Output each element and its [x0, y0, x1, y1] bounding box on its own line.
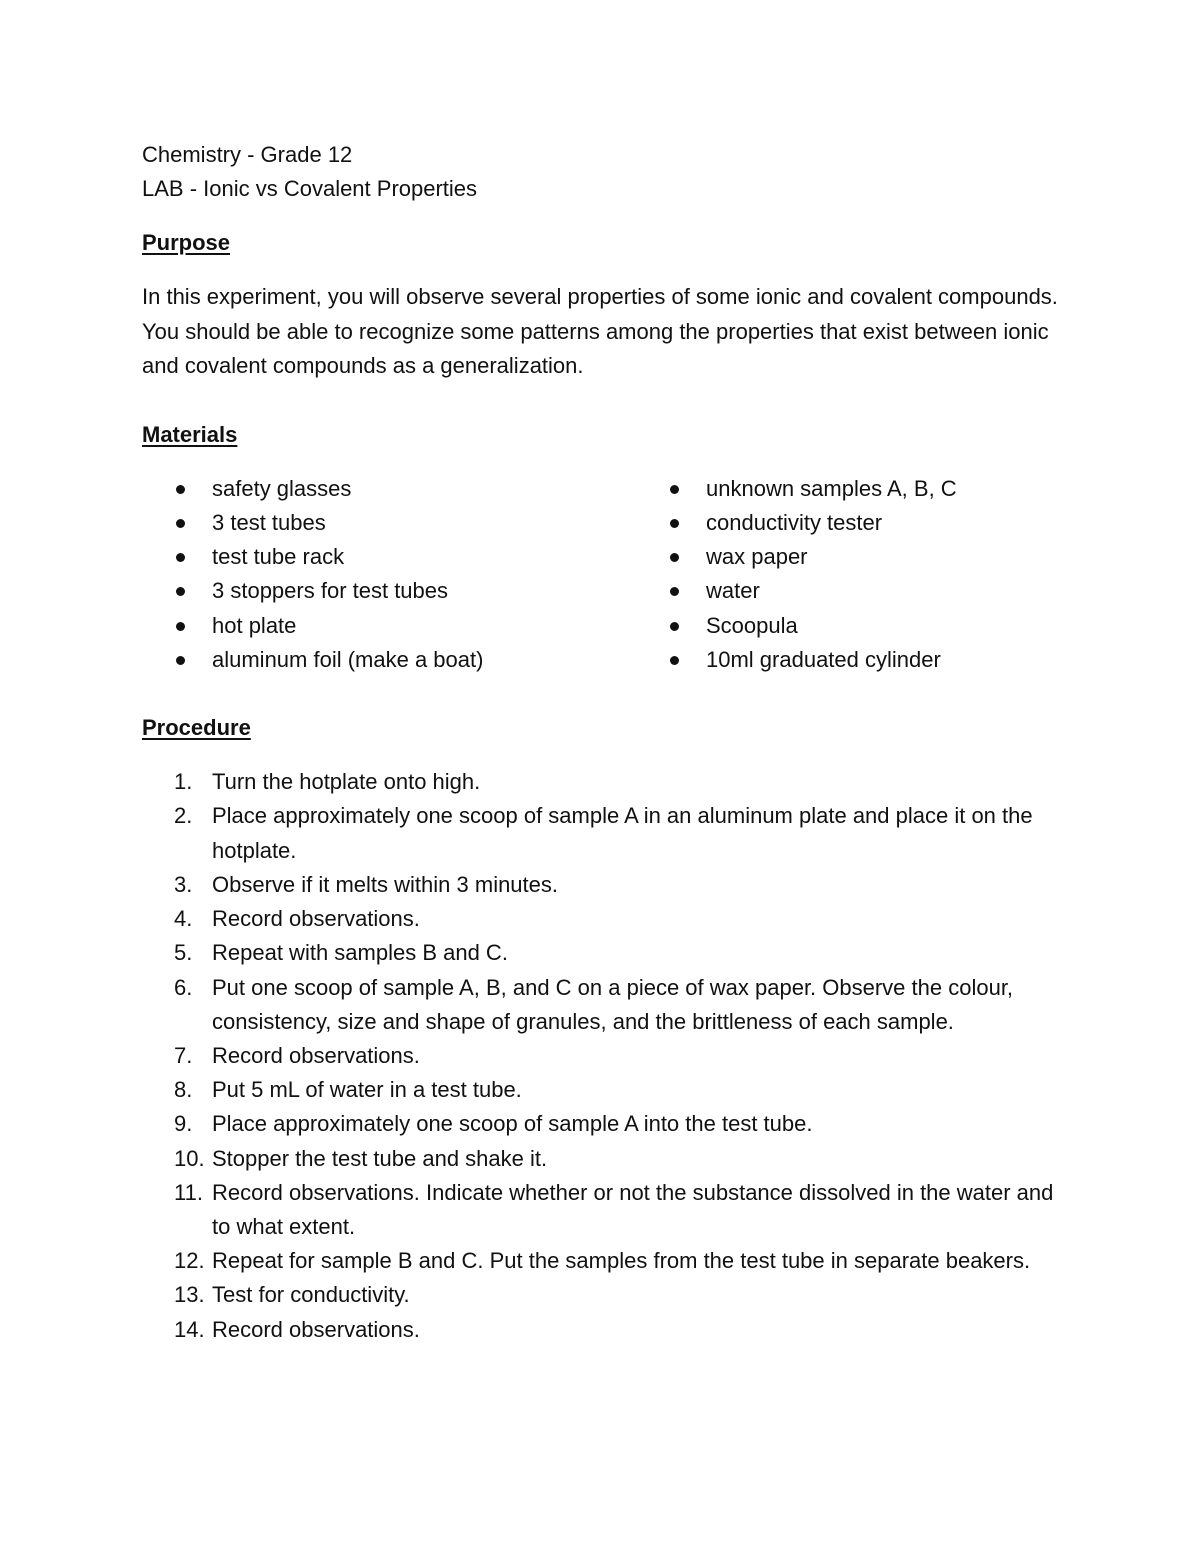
list-item: 10ml graduated cylinder	[636, 643, 957, 677]
materials-list	[142, 472, 1062, 678]
procedure-step: 1. Turn the hotplate onto high.	[174, 769, 481, 795]
bullet-icon	[176, 519, 185, 528]
procedure-step: 9. Place approximately one scoop of sample A into the test tube.	[174, 1111, 813, 1137]
materials-heading: Materials	[142, 421, 238, 447]
bullet-icon	[670, 519, 679, 528]
materials-right-column	[636, 472, 957, 678]
bullet-icon	[176, 622, 185, 631]
procedure-step: 7. Record observations.	[174, 1042, 420, 1068]
procedure-step: 5. Repeat with samples B and C.	[174, 940, 508, 966]
procedure-heading: Procedure	[142, 715, 251, 741]
bullet-icon	[670, 553, 679, 562]
list-item: Scoopula	[636, 609, 957, 643]
bullet-icon	[670, 587, 679, 596]
list-item: 3 test tubes	[142, 506, 636, 540]
procedure-step: 8. Put 5 mL of water in a test tube.	[174, 1077, 522, 1103]
lab-title: LAB - Ionic vs Covalent Properties	[142, 176, 478, 201]
materials-left-column	[142, 472, 636, 678]
procedure-step: 10. Stopper the test tube and shake it.	[174, 1145, 548, 1171]
document-page	[142, 138, 1062, 1347]
list-item: test tube rack	[142, 540, 636, 574]
list-item: conductivity tester	[636, 506, 957, 540]
bullet-icon	[670, 485, 679, 494]
procedure-step: 6. Put one scoop of sample A, B, and C on a piece of wax paper. Observe the colour, consistency, size and shape of granules, and the brittleness of each sample.	[174, 974, 1014, 1034]
list-item: water	[636, 574, 957, 608]
procedure-step: 3. Observe if it melts within 3 minutes.	[174, 871, 559, 897]
bullet-icon	[176, 553, 185, 562]
procedure-step: 2. Place approximately one scoop of sample A in an aluminum plate and place it on the hotplate.	[174, 803, 1033, 863]
list-item: hot plate	[142, 609, 636, 643]
list-item: unknown samples A, B, C	[636, 472, 957, 506]
bullet-icon	[176, 656, 185, 665]
procedure-step: 11. Record observations. Indicate whether or not the substance dissolved in the water and to what extent.	[174, 1179, 1054, 1239]
list-item: aluminum foil (make a boat)	[142, 643, 636, 677]
bullet-icon	[176, 587, 185, 596]
procedure-step: 14. Record observations.	[174, 1316, 420, 1342]
list-item: 3 stoppers for test tubes	[142, 574, 636, 608]
bullet-icon	[670, 656, 679, 665]
procedure-step: 12. Repeat for sample B and C. Put the samples from the test tube in separate beakers.	[174, 1248, 1031, 1274]
list-item: wax paper	[636, 540, 957, 574]
purpose-text: In this experiment, you will observe several properties of some ionic and covalent compounds. You should be able to recognize some patterns among the properties that exist between ionic and covalent compounds as a generalization.	[142, 284, 1058, 378]
list-item: safety glasses	[142, 472, 636, 506]
course-title: Chemistry - Grade 12	[142, 142, 353, 167]
bullet-icon	[176, 485, 185, 494]
procedure-step: 4. Record observations.	[174, 906, 420, 932]
procedure-step: 13. Test for conductivity.	[174, 1282, 410, 1308]
bullet-icon	[670, 622, 679, 631]
purpose-heading: Purpose	[142, 230, 231, 255]
procedure-list	[142, 765, 1062, 1346]
